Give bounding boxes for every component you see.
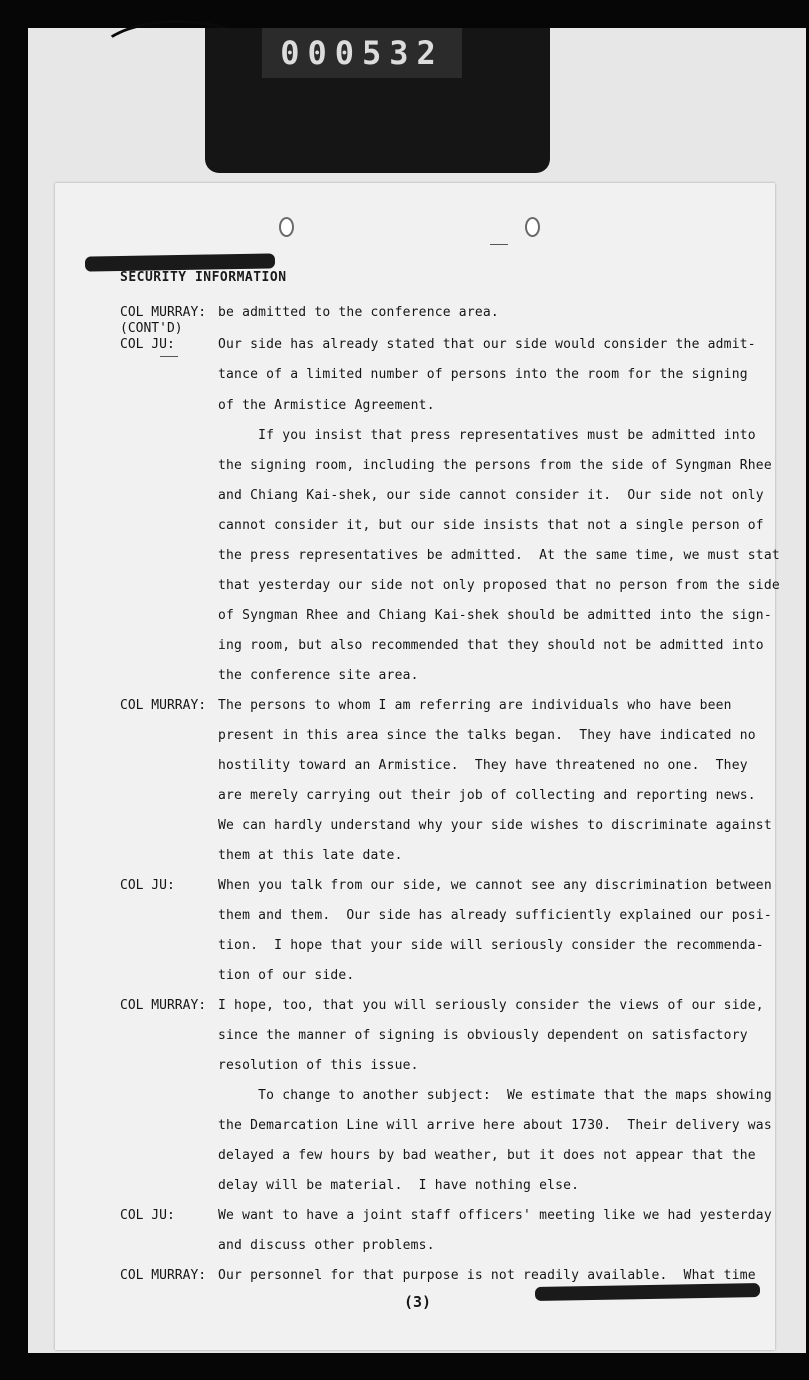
transcript-line: tance of a limited number of persons into the room for the signing — [218, 367, 748, 382]
transcript-line: the Demarcation Line will arrive here about 1730. Their delivery was — [218, 1118, 772, 1133]
transcript-line: Our side has already stated that our side would consider the admit- — [218, 337, 756, 352]
transcript-line: resolution of this issue. — [218, 1058, 419, 1073]
transcript-line: that yesterday our side not only proposed that no person from the side — [218, 578, 780, 593]
transcript-line: To change to another subject: We estimate that the maps showing — [218, 1088, 772, 1103]
speaker-label: COL MURRAY: — [120, 305, 207, 320]
speaker-label: COL MURRAY: — [120, 698, 207, 713]
transcript-line: Our personnel for that purpose is not readily available. What time — [218, 1268, 756, 1283]
transcript-line: delay will be material. I have nothing else. — [218, 1178, 580, 1193]
transcript-line: are merely carrying out their job of collecting and reporting news. — [218, 788, 756, 803]
transcript-line: and Chiang Kai-shek, our side cannot consider it. Our side not only — [218, 488, 764, 503]
frame-counter: 000532 — [262, 28, 462, 78]
speaker-label: (CONT'D) — [120, 321, 183, 336]
transcript-line: of the Armistice Agreement. — [218, 398, 435, 413]
transcript-line: of Syngman Rhee and Chiang Kai-shek should be admitted into the sign- — [218, 608, 772, 623]
transcript-line: tion. I hope that your side will seriously consider the recommenda- — [218, 938, 764, 953]
speaker-label: COL JU: — [120, 337, 175, 352]
transcript-line: When you talk from our side, we cannot see any discrimination between — [218, 878, 772, 893]
transcript-line: We can hardly understand why your side wishes to discriminate against — [218, 818, 772, 833]
transcript-line: I hope, too, that you will seriously consider the views of our side, — [218, 998, 764, 1013]
transcript-line: since the manner of signing is obviously dependent on satisfactory — [218, 1028, 748, 1043]
transcript-line: cannot consider it, but our side insists that not a single person of — [218, 518, 764, 533]
transcript-line: and discuss other problems. — [218, 1238, 435, 1253]
page-number: (3) — [404, 1293, 432, 1311]
transcript-line: tion of our side. — [218, 968, 355, 983]
speaker-label: COL JU: — [120, 1208, 175, 1223]
transcript-line: The persons to whom I am referring are individuals who have been — [218, 698, 732, 713]
margin-tick — [160, 356, 178, 357]
transcript-line: the signing room, including the persons from the side of Syngman Rhee — [218, 458, 772, 473]
speaker-label: COL MURRAY: — [120, 998, 207, 1013]
transcript-line: the press representatives be admitted. At the same time, we must stat — [218, 548, 780, 563]
transcript-line: delayed a few hours by bad weather, but it does not appear that the — [218, 1148, 756, 1163]
transcript-line: the conference site area. — [218, 668, 419, 683]
transcript-line: present in this area since the talks began. They have indicated no — [218, 728, 756, 743]
speaker-label: COL JU: — [120, 878, 175, 893]
transcript-line: ing room, but also recommended that they should not be admitted into — [218, 638, 764, 653]
transcript-line: them at this late date. — [218, 848, 403, 863]
transcript-line: We want to have a joint staff officers' meeting like we had yesterday — [218, 1208, 772, 1223]
punch-hole-right — [525, 217, 540, 237]
punch-hole-left — [279, 217, 294, 237]
transcript-line: If you insist that press representatives must be admitted into — [218, 428, 756, 443]
security-classification-header: SECURITY INFORMATION — [120, 270, 287, 285]
transcript-line: hostility toward an Armistice. They have threatened no one. They — [218, 758, 748, 773]
speaker-label: COL MURRAY: — [120, 1268, 207, 1283]
transcript-line: be admitted to the conference area. — [218, 305, 499, 320]
transcript-line: them and them. Our side has already sufficiently explained our posi- — [218, 908, 772, 923]
margin-tick — [490, 244, 508, 245]
